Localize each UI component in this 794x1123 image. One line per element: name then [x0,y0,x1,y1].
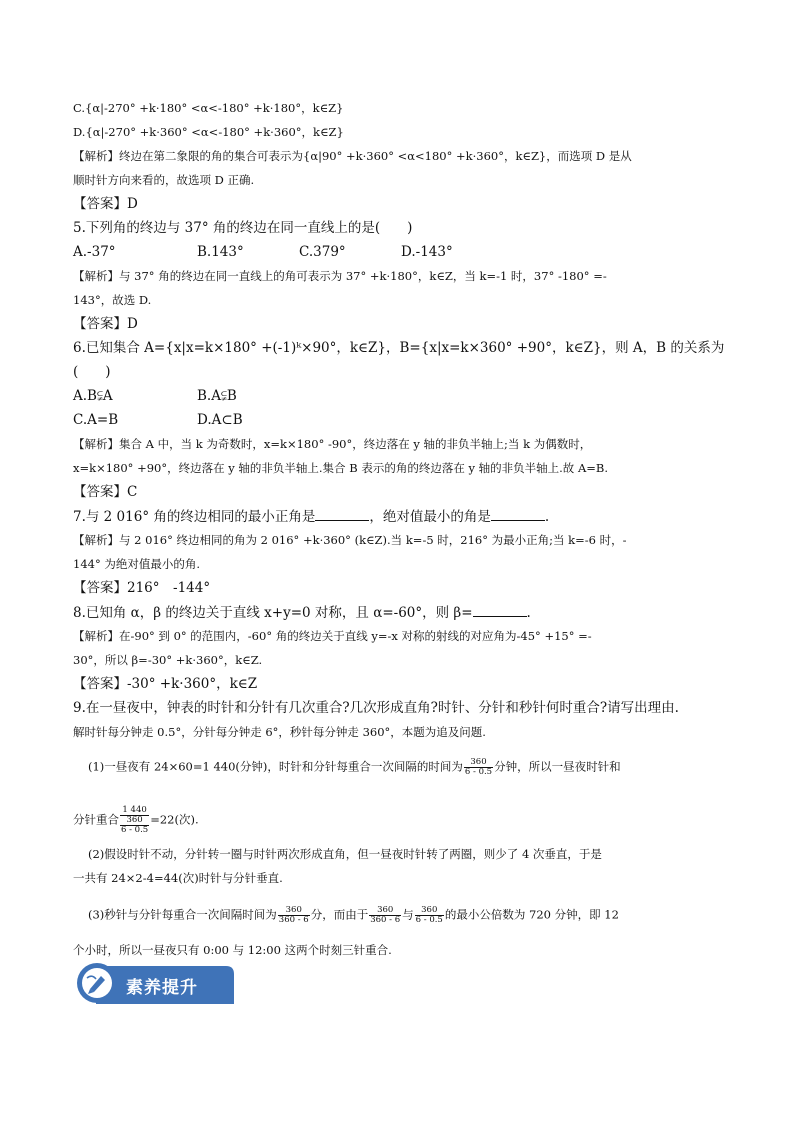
compound-fraction [120,806,149,835]
analysis-text: 【解析】与 37° 角的终边在同一直线上的角可表示为 37° +k·180°，k∈Z，当 k=-1 时，37° -180° =- [73,269,607,283]
fraction-denominator: 360 - 6 [278,915,309,925]
question-8 [73,604,531,621]
question-text: 8.已知角 α，β 的终边关于直线 x+y=0 对称，且 α=-60°，则 β= [73,605,473,621]
fraction-sub-numerator: 360 [120,816,149,826]
question-text: ，绝对值最小的角是 [369,509,491,525]
analysis-text: 30°，所以 β=-30° +k·360°，k∈Z. [73,653,263,667]
fraction-numerator: 360 [464,758,493,768]
analysis-text: 【解析】与 2 016° 终边相同的角为 2 016° +k·360° (k∈Z).当 k=-5 时，216° 为最小正角;当 k=-6 时，- [73,533,627,547]
solution-text: 的最小公倍数为 720 分钟，即 12 [444,907,619,922]
fraction [464,758,493,777]
solution-text: 分，而由于 [310,907,369,922]
answer-text: 【答案】D [73,316,138,332]
solution-text: (1)一昼夜有 24×60=1 440(分钟)，时针和分针每重合一次间隔的时间为 [88,759,463,774]
solution-part-3-cont: 个小时，所以一昼夜只有 0:00 与 12:00 这两个时刻三针重合. [73,943,392,957]
q6-options-row2 [73,412,243,428]
fraction [278,906,310,925]
fraction-denominator: 360 - 6 [370,915,401,925]
fraction-denominator: 6 - 0.5 [464,767,493,777]
fraction-denominator: 6 - 0.5 [415,915,443,925]
question-text: . [544,509,550,525]
solution-text: 与 [402,907,414,922]
question-9: 9.在一昼夜中，钟表的时针和分针有几次重合?几次形成直角?时针、分针和秒针何时重合?请写出理由. [73,700,679,716]
solution-part-2-cont: 一共有 24×2-4=44(次)时针与分针垂直. [73,871,283,885]
fraction-numerator: 360 [278,906,310,916]
solution-text: 分钟，所以一昼夜时针和 [494,759,621,774]
solution-text: 分针重合 [73,812,119,827]
option-a: A.B⫋A [73,388,113,404]
solution-text: =22(次). [150,812,199,827]
answer-text: 【答案】C [73,484,138,500]
fraction [369,906,401,925]
banner-title: 素养提升 [126,978,198,998]
option-d: D.-143° [401,244,453,260]
analysis-text: 144° 为绝对值最小的角. [73,557,201,571]
solution-text: (3)秒针与分针每重合一次间隔时间为 [88,907,277,922]
question-7 [73,508,549,525]
option-c: C.{α|-270° +k·180° <α<-180° +k·180°，k∈Z} [73,101,344,115]
fraction-sub-denominator: 6 - 0.5 [121,825,149,835]
option-d: D.A⊂B [197,412,243,428]
analysis-text: 【解析】终边在第二象限的角的集合可表示为{α|90° +k·360° <α<180° +k·360°，k∈Z}，而选项 D 是从 [73,149,632,163]
answer-text: 【答案】216° -144° [73,580,211,596]
analysis-text: x=k×180° +90°，终边落在 y 轴的非负半轴上.集合 B 表示的角的终边落在 y 轴的非负半轴上.故 A=B. [73,461,608,475]
answer-blank[interactable] [491,508,545,521]
option-b: B.A⫋B [197,388,237,404]
analysis-text: 【解析】集合 A 中，当 k 为奇数时，x=k×180° -90°，终边落在 y 轴的非负半轴上;当 k 为偶数时， [73,437,592,451]
q6-options-row1 [73,388,237,404]
analysis-text: 143°，故选 D. [73,293,152,307]
fraction [415,906,444,925]
solution-part-2: (2)假设时针不动，分针转一圈与时针两次形成直角，但一昼夜时针转了两圈，则少了 4 次垂直，于是 [88,847,602,861]
fraction-numerator: 360 [415,906,444,916]
question-6: 6.已知集合 A={x|x=k×180° +(-1)ᵏ×90°，k∈Z}，B={x|x=k×360° +90°，k∈Z}，则 A，B 的关系为 [73,340,725,356]
option-a: A.-37° [73,244,116,260]
section-banner [76,962,234,1004]
answer-text: 【答案】-30° +k·360°，k∈Z [73,676,258,692]
solution-intro: 解时针每分钟走 0.5°，分针每分钟走 6°，秒针每分钟走 360°，本题为追及问题. [73,725,486,739]
solution-part-1 [88,758,621,777]
question-5: 5.下列角的终边与 37° 角的终边在同一直线上的是( ) [73,220,413,236]
option-d: D.{α|-270° +k·360° <α<-180° +k·360°，k∈Z} [73,125,344,139]
q5-options [73,244,453,260]
fraction-numerator: 360 [369,906,401,916]
fraction-numerator: 1 440 [120,806,149,816]
solution-part-1-cont [73,806,199,835]
option-c: C.379° [299,244,346,260]
question-6-paren: ( ) [73,364,111,380]
question-text: . [526,605,531,621]
answer-blank[interactable] [473,604,527,617]
analysis-text: 【解析】在-90° 到 0° 的范围内，-60° 角的终边关于直线 y=-x 对称的射线的对应角为-45° +15° =- [73,629,592,643]
option-b: B.143° [197,244,244,260]
solution-part-3 [88,906,619,925]
analysis-text: 顺时针方向来看的，故选项 D 正确. [73,173,255,187]
question-text: 7.与 2 016° 角的终边相同的最小正角是 [73,509,316,525]
answer-blank[interactable] [315,508,369,521]
answer-text: 【答案】D [73,196,138,212]
option-c: C.A=B [73,412,119,428]
pencil-icon [84,970,110,996]
